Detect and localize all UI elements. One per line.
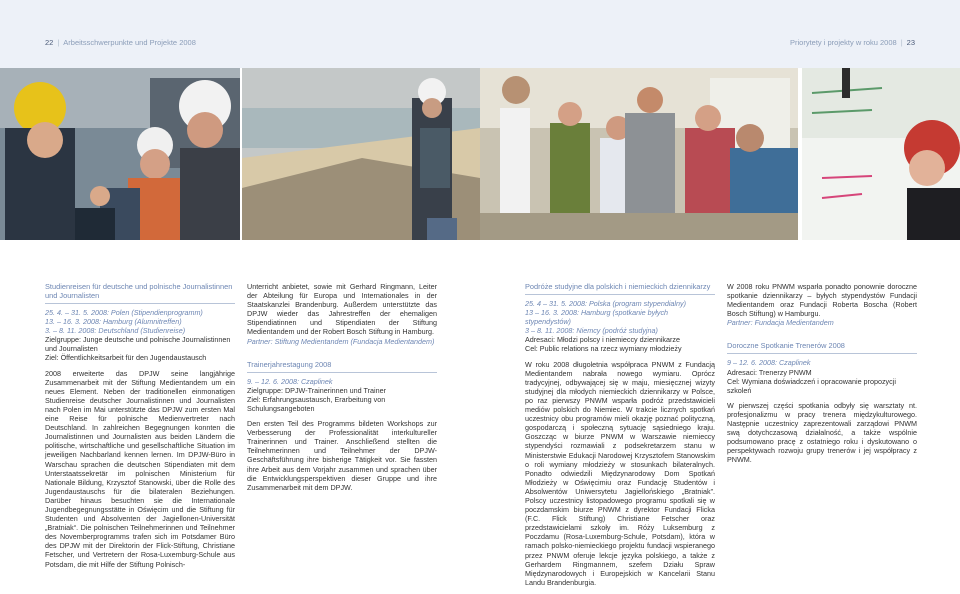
date-line: 13. – 16. 3. 2008: Hamburg (Alumnitreffen) bbox=[45, 317, 182, 327]
left-section-title: Arbeitsschwerpunkte und Projekte 2008 bbox=[63, 38, 196, 47]
ziel-line: Ziel: Erfahrungsaustausch, Erarbeitung von Schulungsangeboten bbox=[247, 394, 386, 413]
partner-line: Partner: Stiftung Medientandem (Fundacja Medientandem) bbox=[247, 336, 435, 346]
col-studienreisen bbox=[45, 282, 235, 575]
photo-poster-writing bbox=[802, 68, 960, 240]
zielgruppe-line: Zielgruppe: Junge deutsche und polnische Journalistinnen und Journalisten bbox=[45, 335, 231, 354]
body-text: W pierwszej części spotkania odbyły się warsztaty nt. profesjonalizmu w pracy trenera międzykulturowego. Następnie uczestnicy zaprezentowali zarządowi PNWM swą dotychczasową działalność, a także wspólnie podsumowano pracę z ostatniego roku i dyskutowano o perspektywach rozwoju grupy trenerów i jej współpracy z PNWM. bbox=[727, 400, 917, 465]
section-heading: Trainerjahrestagung 2008 bbox=[247, 360, 437, 373]
cel-line: Cel: Public relations na rzecz wymiany młodzieży bbox=[525, 344, 682, 354]
adresaci-line: Adresaci: Młodzi polscy i niemieccy dziennikarze bbox=[525, 335, 680, 345]
left-page-number: 22 bbox=[45, 38, 54, 47]
cel-line: Cel: Wymiana doświadczeń i opracowanie propozycji szkoleń bbox=[727, 376, 896, 395]
right-running-header: Priorytety i projekty w roku 2008 | 23 bbox=[789, 38, 915, 47]
band bbox=[0, 240, 480, 262]
left-running-header: 22 | Arbeitsschwerpunkte und Projekte 2008 bbox=[45, 38, 196, 47]
section-heading: Studienreisen für deutsche und polnische Journalistinnen und Journalisten bbox=[45, 282, 235, 304]
band bbox=[480, 240, 960, 262]
col-trainerjahrestagung bbox=[247, 282, 437, 498]
col-doroczne-spotkanie bbox=[727, 282, 917, 471]
body-text: W roku 2008 długoletnia współpraca PNWM z Fundacją Medientandem nabrała nowego wymiaru. Oprócz tradycyjnej, odbywającej się w maju, miesięcznej wizyty studyjnej dla młodych niemieckich dziennikarzy w Polsce, po raz pierwszy PNWM wsparła podróż przedstawicieli mediów polskich do Niemiec. W trakcie licznych spotkań uczestnicy obu programów mieli okazję poznać polityczną, gospodarczą i społeczną sytuację sąsiedniego kraju. Goszcząc w biurze PNWM w Warszawie niemieccy stypendyści rozmawiali z podsekretarzem stanu w Ministerstwie Edukacji Narodowej Krzysztofem Stanowskim o roli wymiany młodzieży w stosunkach bilateralnych. Ponadto odwiedzili Międzynarodowy Dom Spotkań Młodzieży w Oświęcimiu oraz Fundację Studentów i Absolwentów Uniwersytetu Jagiellońskiego „Bratniak”. Polscy uczestnicy listopadowego programu spotkali się w poczdamskim biurze PNWM z dyrektor Fundacji Flicka (F.C. Flick Stiftung) Christiane Fetscher oraz przedstawicielami szkoły im. Róży Luksemburg z Poczdamu (Rosa-Luxemburg-Schule, Potsdam), która w ramach polsko-niemieckiego projektu fundacji wspieranego przez PNWM oferuje lekcje języka polskiego, a także z Gerhardem Ringmannem, szefem Działu Spraw Międzynarodowych i Europejskich w Kancelarii Stanu Landu Brandenburgia. bbox=[525, 359, 715, 587]
right-page-number: 23 bbox=[906, 38, 915, 47]
section-heading: Doroczne Spotkanie Trenerów 2008 bbox=[727, 341, 917, 354]
photo-coast-cameramen bbox=[242, 68, 480, 240]
right-photo-strip bbox=[480, 68, 960, 240]
header-tint bbox=[480, 0, 960, 68]
date-line: 25. 4. – 31. 5. 2008: Polen (Stipendienprogramm) bbox=[45, 308, 203, 317]
date-line: 3. – 8. 11. 2008: Deutschland (Studienreise) bbox=[45, 326, 186, 336]
header-tint bbox=[0, 0, 480, 68]
photo-hardhat-group bbox=[0, 68, 240, 240]
adresaci-line: Adresaci: Trenerzy PNWM bbox=[727, 367, 812, 377]
ziel-line: Ziel: Öffentlichkeitsarbeit für den Jugendaustausch bbox=[45, 353, 207, 363]
date-line: 9. – 12. 6. 2008: Czaplinek bbox=[247, 376, 333, 386]
body-text: W 2008 roku PNWM wsparła ponadto ponownie doroczne spotkanie dziennikarzy – byłych stypendystów Fundacji Medientandem oraz Fundacji Roberta Boscha (Robert Bosch Stiftung) w Hamburgu. bbox=[727, 282, 917, 319]
partner-line: Partner: Fundacja Medientandem bbox=[727, 318, 834, 328]
date-line: 13 – 16. 3. 2008: Hamburg (spotkanie byłych stypendystów) bbox=[525, 308, 669, 327]
right-section-title: Priorytety i projekty w roku 2008 bbox=[789, 38, 897, 47]
section-heading: Podróże studyjne dla polskich i niemieckich dziennikarzy bbox=[525, 282, 715, 295]
date-line: 25. 4 – 31. 5. 2008: Polska (program stypendialny) bbox=[525, 299, 687, 308]
body-text: 2008 erweiterte das DPJW seine langjährige Zusammenarbeit mit der Stiftung Medientandem um ein neues Element. Neben der traditionellen einmonatigen Studienreise deutscher Journalistinnen und Journalisten nach Polen im Mai unterstützte das DPJW zum ersten Mal eine Reise für polnische Medienvertreter nach Deutschland. In zahlreichen Begegnungen konnten die Journalistinnen und Journalisten aus beiden Ländern die politische, wirtschaftliche und gesellschaftliche Situation im jeweiligen Nachbarland kennen lernen. Im DPJW-Büro in Warschau sprachen die deutschen Stipendiaten mit dem Unterstaatssekretär im polnischen Ministerium für Nationale Bildung, Krzysztof Stanowski, über die Rolle des Jugendaustauschs für die bilateralen Beziehungen. Darüber hinaus besuchten sie die Internationale Jugendbegegnungsstätte in Oświęcim und die Stiftung für Studenten und Absolventen der Jagiellonen-Universität „Bratniak“. Die polnischen Teilnehmerinnen und Teilnehmer des Novemberprogramms trafen sich im Potsdamer Büro des DPJW mit der Direktorin der Flick-Stiftung, Christiane Fetscher, und Vertretern der Rosa-Luxemburg-Schule aus Potsdam, die mit Hilfe der Stiftung Polnisch- bbox=[45, 368, 235, 569]
body-text: Den ersten Teil des Programms bildeten Workshops zur Verbesserung der Professionalität interkultureller Trainerinnen und Trainer. Anschließend stellten die Teilnehmerinnen und Teilnehmer der DPJW-Geschäftsführung ihre bisherige Tätigkeit vor. Sie fassten ihre Arbeit aus dem Vorjahr zusammen und sprachen über die Entwicklungsperspektiven dieser Gruppe und ihre Zusammenarbeit mit dem DPJW. bbox=[247, 419, 437, 492]
date-line: 9 – 12. 6. 2008: Czaplinek bbox=[727, 358, 811, 368]
photo-group-discussion bbox=[480, 68, 798, 240]
date-line: 3 – 8. 11. 2008: Niemcy (podróż studyjna) bbox=[525, 326, 658, 336]
body-text: Unterricht anbietet, sowie mit Gerhard Ringmann, Leiter der Abteilung für Europa und Internationales in der Staatskanzlei Brandenburg. Außerdem unterstützte das DPJW wieder das Jahrestreffen der ehemaligen Stipendiatinnen und Stipendiaten der Stiftung Medientandem und der Robert Bosch Stiftung in Hamburg. bbox=[247, 282, 437, 337]
left-photo-strip bbox=[0, 68, 480, 240]
right-page bbox=[480, 0, 960, 594]
zielgruppe-line: Zielgruppe: DPJW-Trainerinnen und Trainer bbox=[247, 385, 387, 395]
col-podroze-studyjne bbox=[525, 282, 715, 593]
